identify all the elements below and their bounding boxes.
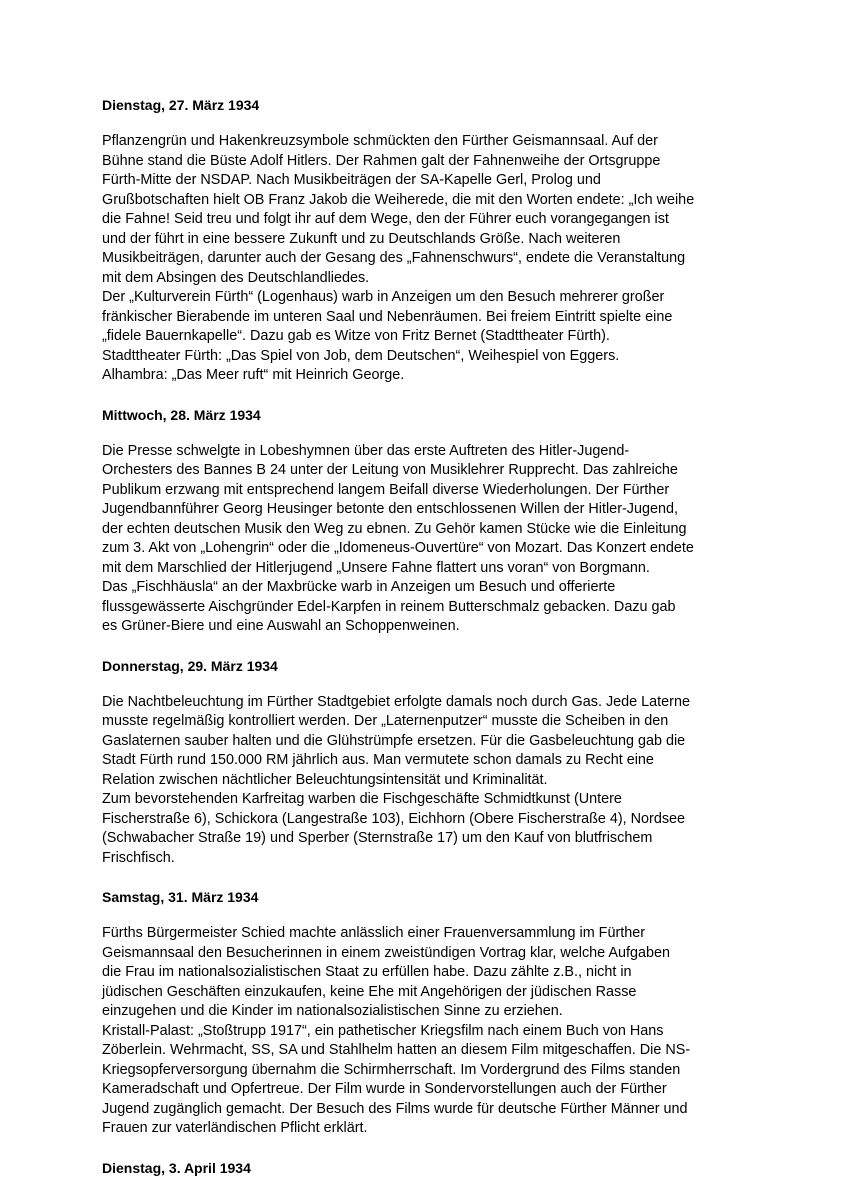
text-line: mit dem Absingen des Deutschlandliedes. [102,269,370,286]
entry-text [102,693,762,869]
text-line: Orchesters des Bannes B 24 unter der Leitung von Musiklehrer Rupprecht. Das zahlreiche [102,462,678,478]
text-line: Kameradschaft und Opfertreue. Der Film wurde in Sondervorstellungen auch der Fürther [102,1081,667,1097]
entry-2025-03-28 [102,406,762,637]
text-line: Zum bevorstehenden Karfreitag warben die Fischgeschäfte Schmidtkunst (Untere [102,791,622,807]
entry-spacer [102,637,762,657]
text-line: Die Presse schwelgte in Lobeshymnen über das erste Auftreten des Hitler-Jugend- [102,442,630,459]
entry-text [102,924,762,1139]
entry-text [102,442,762,637]
text-line: Fürth-Mitte der NSDAP. Nach Musikbeiträgen der SA-Kapelle Gerl, Prolog und [102,172,601,188]
entry-2025-04-03 [102,1159,762,1178]
text-line: der echten deutschen Musik den Weg zu ebnen. Zu Gehör kamen Stücke wie die Einleitung [102,520,687,537]
text-line: und der führt in eine bessere Zukunft und zu Deutschlands Größe. Nach weiteren [102,230,621,247]
text-line: fränkischer Bierabende im unteren Saal und Nebenräumen. Bei freiem Eintritt spielte eine [102,308,673,325]
text-line: Stadt Fürth rund 150.000 RM jährlich aus. Man vermutete schon damals zu Recht eine [102,752,654,768]
text-line: Frauen zur vaterländischen Pflicht erklärt. [102,1120,368,1136]
text-line: Alhambra: „Das Meer ruft“ mit Heinrich George. [102,367,405,383]
text-line: Das „Fischhäusla“ an der Maxbrücke warb in Anzeigen um Besuch und offerierte [102,579,616,595]
text-line: jüdischen Geschäften einzukaufen, keine Ehe mit Angehörigen der jüdischen Rasse [102,983,637,1000]
text-line: es Grüner-Biere und eine Auswahl an Schoppenweinen. [102,618,460,634]
text-line: zum 3. Akt von „Lohengrin“ oder die „Idomeneus-Ouvertüre“ von Mozart. Das Konzert endete [102,540,694,556]
text-line: musste regelmäßig kontrolliert werden. Der „Laternenputzer“ musste die Scheiben in den [102,713,669,729]
text-line: Jugendbannführer Georg Heusinger betonte den entschlossenen Willen der Hitler-Jugend, [102,501,678,517]
text-line: die Frau im nationalsozialistischen Staat zu erfüllen habe. Dazu zählte z.B., nicht in [102,964,632,980]
entry-2025-03-29 [102,657,762,869]
text-line: Grußbotschaften hielt OB Franz Jakob die Weiherede, die mit den Worten endete: „Ich weihe [102,191,695,208]
text-line: Zöberlein. Wehrmacht, SS, SA und Stahlhelm hatten an diesem Film mitgeschaffen. Die NS- [102,1042,691,1058]
text-line: Stadttheater Fürth: „Das Spiel von Job, dem Deutschen“, Weihespiel von Eggers. [102,347,620,364]
text-line: mit dem Marschlied der Hitlerjugend „Unsere Fahne flattert uns voran“ von Borgmann. [102,559,650,576]
text-line: Bühne stand die Büste Adolf Hitlers. Der Rahmen galt der Fahnenweihe der Ortsgruppe [102,152,661,169]
text-line: Musikbeiträgen, darunter auch der Gesang des „Fahnenschwurs“, endete die Veranstaltung [102,250,686,266]
text-line: einzugehen und die Kinder im nationalsozialistischen Sinne zu erziehen. [102,1003,563,1019]
entry-text [102,132,762,386]
entry-date: Dienstag, 27. März 1934 [102,97,260,113]
document-page [102,96,762,1195]
text-line: Der „Kulturverein Fürth“ (Logenhaus) warb in Anzeigen um den Besuch mehrerer großer [102,289,665,305]
entry-date: Samstag, 31. März 1934 [102,889,259,905]
entry-2025-03-31 [102,888,762,1139]
text-line: Gaslaternen sauber halten und die Glühstrümpfe ersetzen. Für die Gasbeleuchtung gab die [102,732,686,749]
text-line: Publikum erzwang mit entsprechend langem Beifall diverse Wiederholungen. Der Fürther [102,481,670,498]
text-line: Fischerstraße 6), Schickora (Langestraße 103), Eichhorn (Obere Fischerstraße 4), Nordsee [102,810,686,827]
entry-date: Donnerstag, 29. März 1934 [102,657,278,674]
text-line: flussgewässerte Aischgründer Edel-Karpfen in reinem Butterschmalz gebacken. Dazu gab [102,598,676,615]
entry-spacer [102,1139,762,1159]
text-line: Fürths Bürgermeister Schied machte anlässlich einer Frauenversammlung im Fürther [102,925,646,941]
text-line: „fidele Bauernkapelle“. Dazu gab es Witze von Fritz Bernet (Stadttheater Fürth). [102,328,610,344]
text-line: Pflanzengrün und Hakenkreuzsymbole schmückten den Fürther Geismannsaal. Auf der [102,133,658,149]
entry-spacer [102,868,762,888]
entry-spacer [102,386,762,406]
text-line: Kriegsopferversorgung übernahm die Schirmherrschaft. Im Vordergrund des Films standen [102,1061,681,1078]
text-line: Frischfisch. [102,849,175,866]
entry-2025-03-27 [102,96,762,386]
text-line: Jugend zugänglich gemacht. Der Besuch des Films wurde für deutsche Fürther Männer und [102,1100,688,1117]
text-line: (Schwabacher Straße 19) und Sperber (Sternstraße 17) um den Kauf von blutfrischem [102,830,653,846]
entry-date: Dienstag, 3. April 1934 [102,1159,251,1176]
text-line: die Fahne! Seid treu und folgt ihr auf dem Wege, den der Führer euch vorangegangen ist [102,211,669,227]
text-line: Relation zwischen nächtlicher Beleuchtungsintensität und Kriminalität. [102,771,548,788]
text-line: Kristall-Palast: „Stoßtrupp 1917“, ein pathetischer Kriegsfilm nach einem Buch von Hans [102,1022,664,1039]
text-line: Die Nachtbeleuchtung im Fürther Stadtgebiet erfolgte damals noch durch Gas. Jede Laterne [102,693,690,710]
text-line: Geismannsaal den Besucherinnen in einem zweistündigen Vortrag klar, welche Aufgaben [102,944,670,961]
entry-date: Mittwoch, 28. März 1934 [102,406,261,423]
